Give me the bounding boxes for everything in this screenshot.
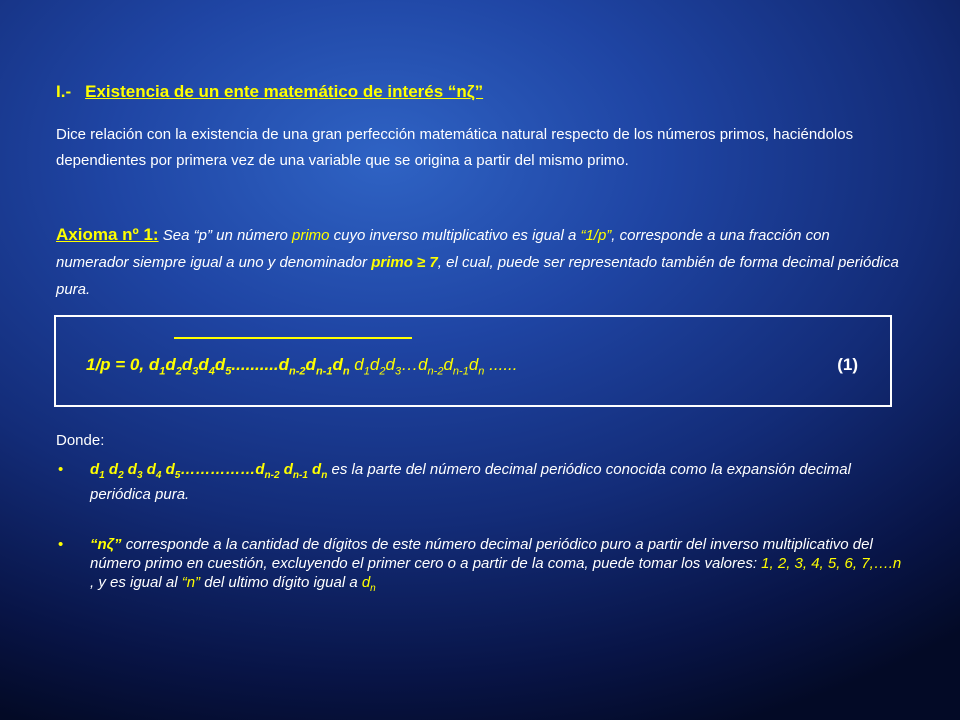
bullet-item-n-zeta <box>56 535 906 598</box>
bullet-text <box>90 460 906 504</box>
axiom-text-4: , el cual, puede ser representado también de forma decimal periódica pura. <box>56 254 899 298</box>
formula-box <box>54 315 892 407</box>
n-zeta-term: “nζ” <box>90 536 122 553</box>
n-term: “n” <box>181 574 201 591</box>
n-values: 1, 2, 3, 4, 5, 6, 7,….n <box>761 555 902 572</box>
bullet-1-text: es la parte del número decimal periódico conocida como la expansión decimal periódica pura. <box>90 461 851 503</box>
bullet-dot: • <box>58 461 64 478</box>
axiom-inverse: “1/p” <box>580 227 612 244</box>
bullet-item-expansion <box>56 460 906 504</box>
axiom-text-2: cuyo inverso multiplicativo es igual a <box>329 227 581 244</box>
donde-label: Donde: <box>56 432 105 449</box>
bullet-2-text-1: corresponde a la cantidad de dígitos de este número decimal periódico puro a partir del inverso multiplicativo del número primo en cuestión, excluyendo el primer cero o a partir de la coma, puede tomar los valores: <box>90 536 873 572</box>
equation-number: (1) <box>837 355 858 374</box>
bullet-2-text-2: , y es igual al <box>90 574 182 591</box>
intro-paragraph: Dice relación con la existencia de una gran perfección matemática natural respecto de los números primos, haciéndolos dependientes por primera vez de una variable que se origina a partir del mismo primo. <box>56 126 854 169</box>
axiom-condition: primo ≥ 7 <box>371 254 438 271</box>
axiom-paragraph <box>56 221 906 303</box>
formula-repeat: $d_1d_2d_3\dots d_{n-2}d_{n-1}d_n$ ...... <box>354 355 518 378</box>
axiom-primo: primo <box>291 227 330 244</box>
section-heading <box>56 82 483 102</box>
formula-expression <box>86 355 517 377</box>
axiom-label: Axioma nº 1: <box>56 225 159 244</box>
last-digit: $d_n$ <box>361 574 376 594</box>
bullet-dot: • <box>58 536 64 553</box>
digit-sequence: $d_1$ $d_2$ $d_3$ $d_4$ $d_5\dots\dots\dots\dots\dots d_{n-2}$ $d_{n-1}$ $d_n$ <box>90 461 328 481</box>
section-number: I.- <box>56 82 72 101</box>
section-title: Existencia de un ente matemático de interés “nζ” <box>85 82 484 101</box>
bullet-2-text-3: del ultimo dígito igual a <box>200 574 362 591</box>
formula-period: $d_1d_2d_3d_4d_5..........d_{n-2}d_{n-1}d_n$ <box>148 355 350 378</box>
axiom-text-1: Sea “p” un número <box>158 227 292 244</box>
period-overline <box>174 337 412 339</box>
formula-lhs: 1/p = 0, <box>86 355 149 374</box>
axiom-text-3: , corresponde a una fracción con numerador siempre igual a uno y denominador <box>56 227 830 271</box>
bullet-text <box>90 535 906 598</box>
